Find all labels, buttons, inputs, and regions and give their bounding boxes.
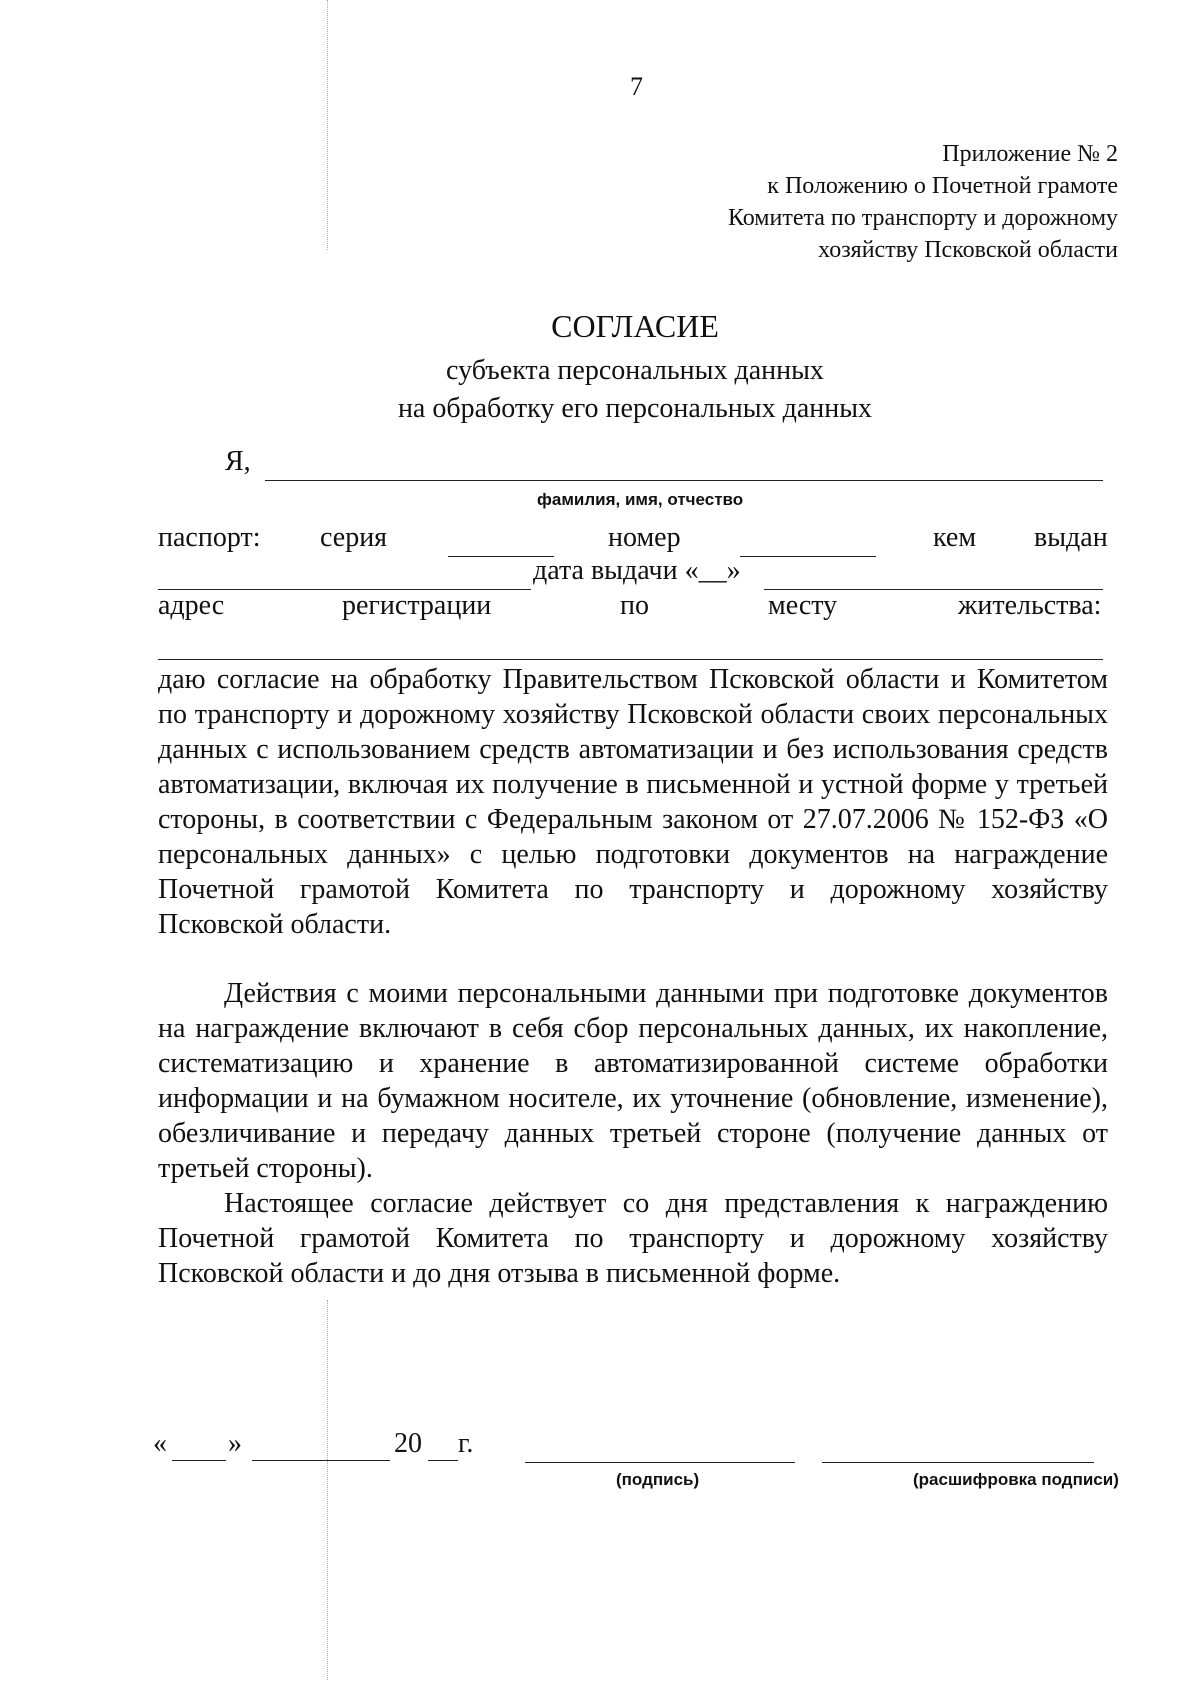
series-label: серия [320, 522, 388, 553]
page-number: 7 [630, 72, 643, 101]
day-field[interactable] [172, 1460, 226, 1461]
address-field[interactable] [158, 659, 1103, 660]
address-word: месту [768, 590, 838, 621]
appendix-line: хозяйству Псковской области [818, 237, 1118, 263]
subtitle-line: субъекта персональных данных [446, 355, 824, 386]
scan-artifact-top [327, 0, 330, 250]
year-label: 20 [394, 1428, 422, 1459]
issued-by-label: кем [933, 522, 977, 553]
consent-paragraph-1: даю согласие на обработку Правительством Псковской области и Комитетом по транспорту и дорожному хозяйству Псковской области своих персональных данных с использованием средств автоматизации и без использования средств автоматизации, включая их получение в письменной и устной форме у третьей стороны, в соответствии с Федеральным законом от 27.07.2006 № 152-ФЗ «О персональных данных» с целью подготовки документов на награждение Почетной грамотой Комитета по транспорту и дорожному хозяйству Псковской области. [158, 664, 1108, 940]
consent-paragraph-3: Настоящее согласие действует со дня представления к награждению Почетной грамотой Комитета по транспорту и дорожному хозяйству Псковской области и до дня отзыва в письменной форме. [158, 1188, 1108, 1289]
number-field[interactable] [740, 556, 876, 557]
fio-caption: фамилия, имя, отчество [537, 490, 744, 509]
issue-date-label: дата выдачи «__» [533, 555, 741, 586]
appendix-line: Комитета по транспорту и дорожному [727, 205, 1118, 231]
subtitle-line: на обработку его персональных данных [397, 393, 873, 424]
document-subtitle [0, 352, 1200, 428]
signature-field[interactable] [525, 1462, 795, 1463]
date-close-quote: » [228, 1428, 242, 1459]
year-field[interactable] [428, 1460, 458, 1461]
address-word: жительства: [958, 590, 1102, 621]
i-label: Я, [225, 446, 251, 477]
signature-decoding-caption: (расшифровка подписи) [913, 1470, 1119, 1489]
year-suffix: г. [458, 1428, 474, 1459]
signature-caption: (подпись) [616, 1470, 700, 1489]
date-open-quote: « [153, 1428, 167, 1459]
number-label: номер [608, 522, 681, 553]
passport-label: паспорт: [158, 522, 261, 553]
appendix-line: к Положению о Почетной грамоте [767, 173, 1118, 199]
consent-paragraph-2: Действия с моими персональными данными при подготовке документов на награждение включают в себя сбор персональных данных, их накопление, систематизацию и хранение в автоматизированной системе обработки информации и на бумажном носителе, их уточнение (обновление, изменение), обезличивание и передачу данных третьей стороне (получение данных от третьей стороны). [158, 978, 1108, 1184]
issued-by-label-2: выдан [1034, 522, 1108, 553]
appendix-header [728, 138, 1118, 266]
month-field[interactable] [252, 1460, 390, 1461]
scan-artifact-bottom [327, 1300, 330, 1680]
document-title: СОГЛАСИЕ [551, 308, 719, 344]
appendix-line: Приложение № 2 [942, 141, 1118, 167]
address-word: адрес [158, 590, 225, 621]
signature-decoding-field[interactable] [822, 1462, 1094, 1463]
fio-field[interactable] [265, 480, 1103, 481]
address-word: регистрации [342, 590, 492, 621]
address-word: по [620, 590, 649, 621]
